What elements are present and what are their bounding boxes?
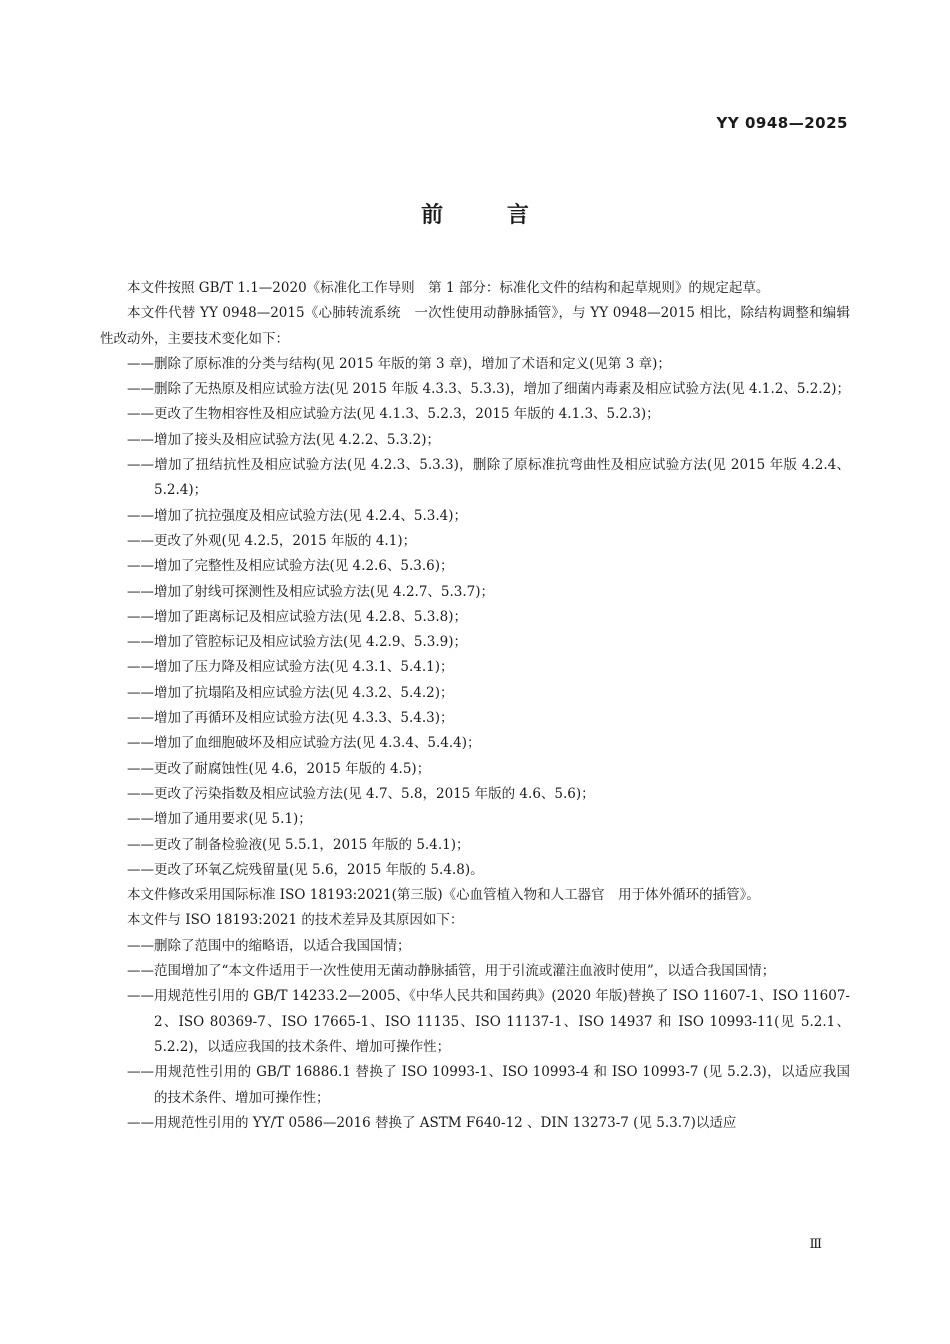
list-item: ——增加了射线可探测性及相应试验方法(见 4.2.7、5.3.7)；	[127, 583, 495, 600]
list-item: ——更改了生物相容性及相应试验方法(见 4.1.3、5.2.3，2015 年版的 4.1.3、5.2.3)；	[127, 406, 660, 423]
document-body	[100, 276, 850, 1136]
list-item: ——增加了接头及相应试验方法(见 4.2.2、5.3.2)；	[127, 431, 441, 448]
list-item: ——增加了通用要求(见 5.1)；	[127, 811, 312, 828]
list-item: ——用规范性引用的 GB/T 16886.1 替换了 ISO 10993-1、ISO 10993-4 和 ISO 10993-7 (见 5.2.3)，以适应我国的技术条件、增加可操作性；	[127, 1064, 850, 1106]
list-item: ——增加了血细胞破坏及相应试验方法(见 4.3.4、5.4.4)；	[127, 735, 481, 752]
list-item: ——增加了距离标记及相应试验方法(见 4.2.8、5.3.8)；	[127, 608, 468, 625]
list-item: ——增加了压力降及相应试验方法(见 4.3.1、5.4.1)；	[127, 659, 454, 676]
list-item: ——删除了原标准的分类与结构(见 2015 年版的第 3 章)，增加了术语和定义(见第 3 章)；	[127, 355, 671, 372]
list-item: ——用规范性引用的 GB/T 14233.2—2005、《中华人民共和国药典》(2020 年版)替换了 ISO 11607-1、ISO 11607-2、ISO 80369-7、ISO 17665-1、ISO 11135、ISO 11137-1、ISO 14937 和 ISO 10993-11(见 5.2.1、5.2.2)，以适应我国的技术条件、增加可操作性；	[127, 988, 850, 1055]
document-code: YY 0948—2025	[716, 114, 848, 132]
page-title: 前 言	[421, 202, 557, 228]
list-item: ——删除了范围中的缩略语，以适合我国国情；	[127, 937, 411, 954]
list-item: ——更改了环氧乙烷残留量(见 5.6，2015 年版的 5.4.8)。	[127, 861, 484, 878]
list-item: ——删除了无热原及相应试验方法(见 2015 年版 4.3.3、5.3.3)，增加了细菌内毒素及相应试验方法(见 4.1.2、5.2.2)；	[127, 381, 850, 398]
list-item: ——增加了抗拉强度及相应试验方法(见 4.2.4、5.3.4)；	[127, 507, 468, 524]
page-number: Ⅲ	[809, 1237, 822, 1252]
list-item: ——用规范性引用的 YY/T 0586—2016 替换了 ASTM F640-12 、DIN 13273-7 (见 5.3.7)以适应	[127, 1114, 737, 1131]
list-item: ——增加了完整性及相应试验方法(见 4.2.6、5.3.6)；	[127, 558, 454, 575]
list-item: ——范围增加了“本文件适用于一次性使用无菌动静脉插管，用于引流或灌注血液时使用”，以适合我国国情；	[127, 963, 776, 980]
list-item: ——更改了外观(见 4.2.5，2015 年版的 4.1)；	[127, 532, 417, 549]
paragraph: 本文件代替 YY 0948—2015《心肺转流系统 一次性使用动静脉插管》，与 YY 0948—2015 相比，除结构调整和编辑性改动外，主要技术变化如下：	[100, 305, 850, 347]
paragraph: 本文件修改采用国际标准 ISO 18193:2021(第三版)《心血管植入物和人工器官 用于体外循环的插管》。	[127, 887, 760, 904]
list-item: ——增加了抗塌陷及相应试验方法(见 4.3.2、5.4.2)；	[127, 684, 454, 701]
paragraph: 本文件与 ISO 18193:2021 的技术差异及其原因如下：	[127, 912, 464, 929]
paragraph: 本文件按照 GB/T 1.1—2020《标准化工作导则 第 1 部分：标准化文件的结构和起草规则》的规定起草。	[127, 280, 770, 296]
list-item: ——更改了污染指数及相应试验方法(见 4.7、5.8，2015 年版的 4.6、5.6)；	[127, 785, 595, 802]
list-item: ——更改了耐腐蚀性(见 4.6，2015 年版的 4.5)；	[127, 760, 431, 777]
list-item: ——更改了制备检验液(见 5.5.1，2015 年版的 5.4.1)；	[127, 836, 470, 853]
list-item: ——增加了管腔标记及相应试验方法(见 4.2.9、5.3.9)；	[127, 634, 468, 651]
list-item: ——增加了扭结抗性及相应试验方法(见 4.2.3、5.3.3)，删除了原标准抗弯曲性及相应试验方法(见 2015 年版 4.2.4、5.2.4)；	[127, 457, 850, 499]
list-item: ——增加了再循环及相应试验方法(见 4.3.3、5.4.3)；	[127, 710, 454, 727]
